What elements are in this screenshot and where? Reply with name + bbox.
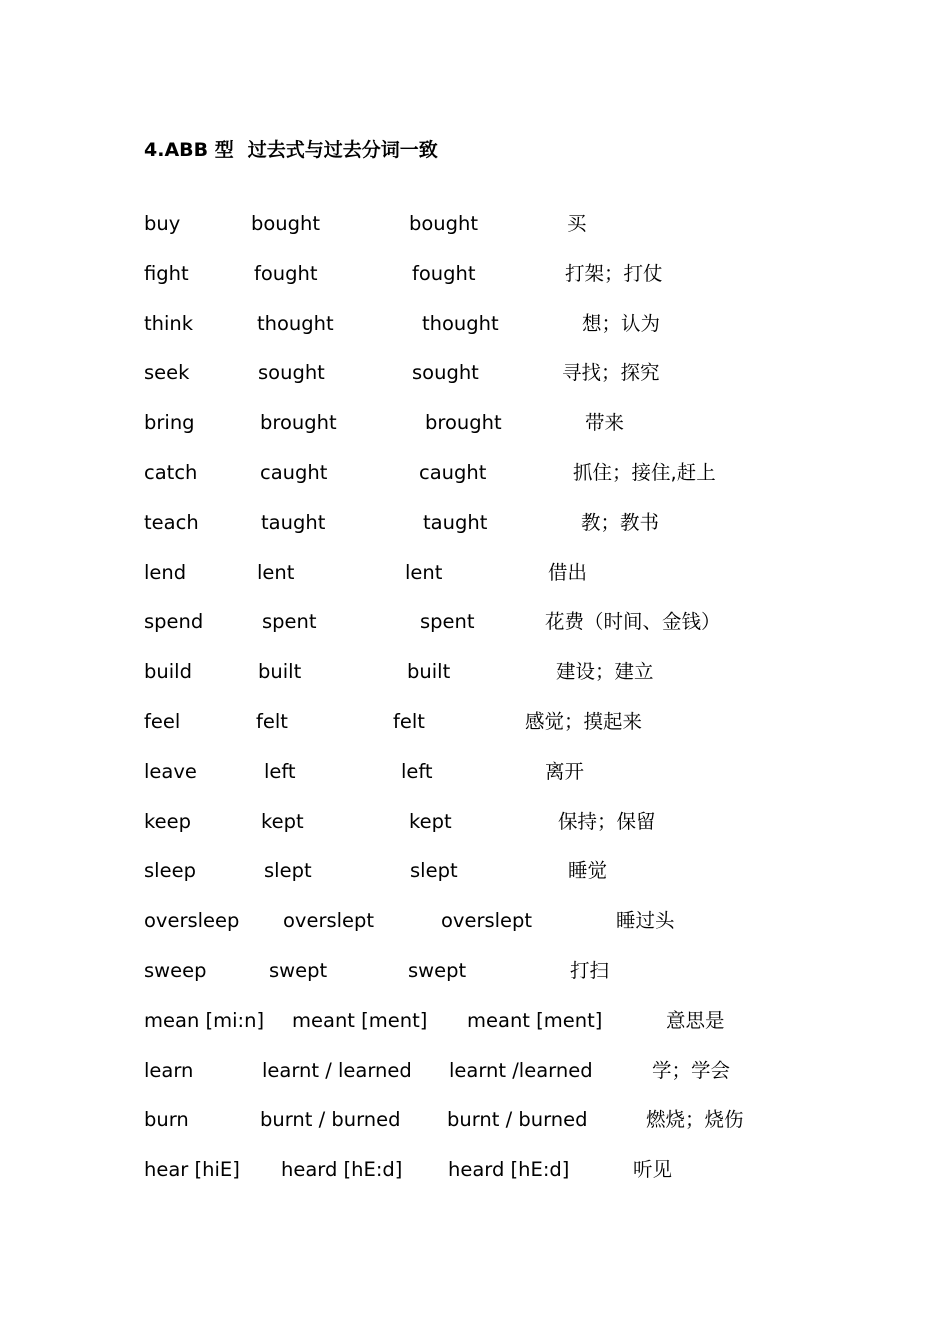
- verb-base-form: seek: [144, 361, 190, 385]
- verb-meaning: 打扫: [570, 959, 610, 982]
- verb-meaning: 保持；保留: [558, 809, 656, 833]
- verb-past-participle: left: [401, 759, 433, 783]
- verb-past-participle: slept: [410, 859, 458, 883]
- section-title: 4.ABB 型: [144, 139, 234, 161]
- verb-base-form: burn: [144, 1108, 189, 1132]
- verb-past-tense: sought: [258, 361, 325, 385]
- verb-base-form: buy: [144, 212, 181, 235]
- verb-past-participle: taught: [423, 510, 488, 534]
- verb-row: [0, 906, 950, 936]
- verb-meaning: 睡觉: [568, 859, 608, 883]
- verb-row: [0, 1105, 950, 1135]
- verb-base-form: hear [hiE]: [144, 1158, 240, 1182]
- verb-meaning: 想；认为: [582, 311, 661, 335]
- verb-meaning: 听见: [633, 1158, 673, 1182]
- verb-meaning: 借出: [548, 560, 588, 584]
- verb-past-participle: built: [407, 660, 451, 684]
- verb-base-form: bring: [144, 411, 195, 435]
- verb-past-tense: taught: [261, 510, 326, 534]
- verb-past-participle: swept: [408, 959, 467, 982]
- verb-past-participle: thought: [422, 311, 499, 335]
- verb-past-participle: kept: [409, 809, 452, 833]
- verb-past-tense: fought: [254, 261, 318, 285]
- verb-past-participle: bought: [409, 212, 479, 235]
- verb-past-tense: meant [ment]: [292, 1008, 428, 1032]
- verb-past-participle: felt: [393, 710, 425, 733]
- verb-base-form: catch: [144, 461, 198, 484]
- verb-row: [0, 1056, 950, 1086]
- verb-past-tense: bought: [251, 212, 321, 235]
- verb-past-participle: fought: [412, 261, 476, 285]
- verb-row: [0, 1006, 950, 1036]
- verb-base-form: think: [144, 311, 194, 335]
- verb-base-form: sleep: [144, 859, 196, 883]
- verb-past-participle: burnt / burned: [447, 1108, 588, 1132]
- verb-past-tense: heard [hE:d]: [281, 1158, 403, 1182]
- verb-base-form: learn: [144, 1058, 194, 1082]
- verb-row: [0, 408, 950, 438]
- verb-meaning: 抓住；接住,赶上: [573, 461, 716, 484]
- verb-past-tense: thought: [257, 311, 334, 335]
- verb-meaning: 寻找；探究: [562, 361, 660, 385]
- verb-past-tense: felt: [256, 710, 288, 733]
- verb-base-form: build: [144, 660, 192, 684]
- verb-meaning: 花费（时间、金钱）: [545, 610, 721, 634]
- verb-base-form: lend: [144, 560, 187, 584]
- verb-past-participle: learnt /learned: [449, 1058, 593, 1082]
- verb-row: [0, 607, 950, 637]
- verb-base-form: fight: [144, 261, 189, 285]
- verb-base-form: keep: [144, 809, 191, 833]
- verb-row: [0, 856, 950, 886]
- verb-meaning: 打架；打仗: [565, 261, 663, 285]
- verb-base-form: teach: [144, 510, 199, 534]
- verb-past-tense: left: [264, 759, 296, 783]
- verb-past-participle: brought: [425, 411, 502, 435]
- verb-past-tense: slept: [264, 859, 312, 883]
- verb-past-tense: kept: [261, 809, 304, 833]
- verb-past-tense: caught: [260, 461, 328, 484]
- verb-meaning: 建设；建立: [556, 660, 654, 684]
- verb-past-participle: lent: [405, 560, 443, 584]
- verb-row: [0, 657, 950, 687]
- verb-row: [0, 358, 950, 388]
- verb-row: [0, 309, 950, 339]
- verb-row: [0, 707, 950, 737]
- verb-row: [0, 807, 950, 837]
- verb-row: [0, 558, 950, 588]
- verb-past-tense: burnt / burned: [260, 1108, 401, 1132]
- verb-past-tense: brought: [260, 411, 337, 435]
- verb-meaning: 买: [567, 212, 587, 235]
- verb-past-tense: learnt / learned: [262, 1058, 412, 1082]
- verb-row: [0, 1155, 950, 1185]
- verb-past-tense: lent: [257, 560, 295, 584]
- verb-past-participle: spent: [420, 610, 475, 634]
- verb-row: [0, 956, 950, 986]
- verb-base-form: leave: [144, 759, 197, 783]
- verb-past-participle: caught: [419, 461, 487, 484]
- verb-past-participle: meant [ment]: [467, 1008, 603, 1032]
- verb-meaning: 燃烧；烧伤: [646, 1108, 744, 1132]
- section-subtitle: 过去式与过去分词一致: [247, 139, 438, 161]
- verb-past-tense: swept: [269, 959, 328, 982]
- verb-meaning: 带来: [585, 411, 625, 435]
- verb-meaning: 意思是: [666, 1008, 725, 1032]
- verb-meaning: 离开: [545, 759, 585, 783]
- verb-past-participle: heard [hE:d]: [448, 1158, 570, 1182]
- verb-base-form: feel: [144, 710, 181, 733]
- verb-base-form: sweep: [144, 959, 207, 982]
- verb-past-participle: overslept: [441, 909, 533, 933]
- verb-row: [0, 757, 950, 787]
- verb-past-participle: sought: [412, 361, 479, 385]
- verb-past-tense: built: [258, 660, 302, 684]
- verb-base-form: oversleep: [144, 909, 240, 933]
- verb-past-tense: overslept: [283, 909, 375, 933]
- verb-base-form: mean [mi:n]: [144, 1008, 265, 1032]
- verb-meaning: 教；教书: [581, 510, 660, 534]
- verb-meaning: 学；学会: [652, 1058, 731, 1082]
- verb-row: [0, 209, 950, 239]
- verb-meaning: 感觉；摸起来: [525, 710, 643, 733]
- verb-past-tense: spent: [262, 610, 317, 634]
- verb-row: [0, 259, 950, 289]
- verb-meaning: 睡过头: [616, 909, 675, 933]
- verb-row: [0, 458, 950, 488]
- verb-base-form: spend: [144, 610, 204, 634]
- verb-row: [0, 508, 950, 538]
